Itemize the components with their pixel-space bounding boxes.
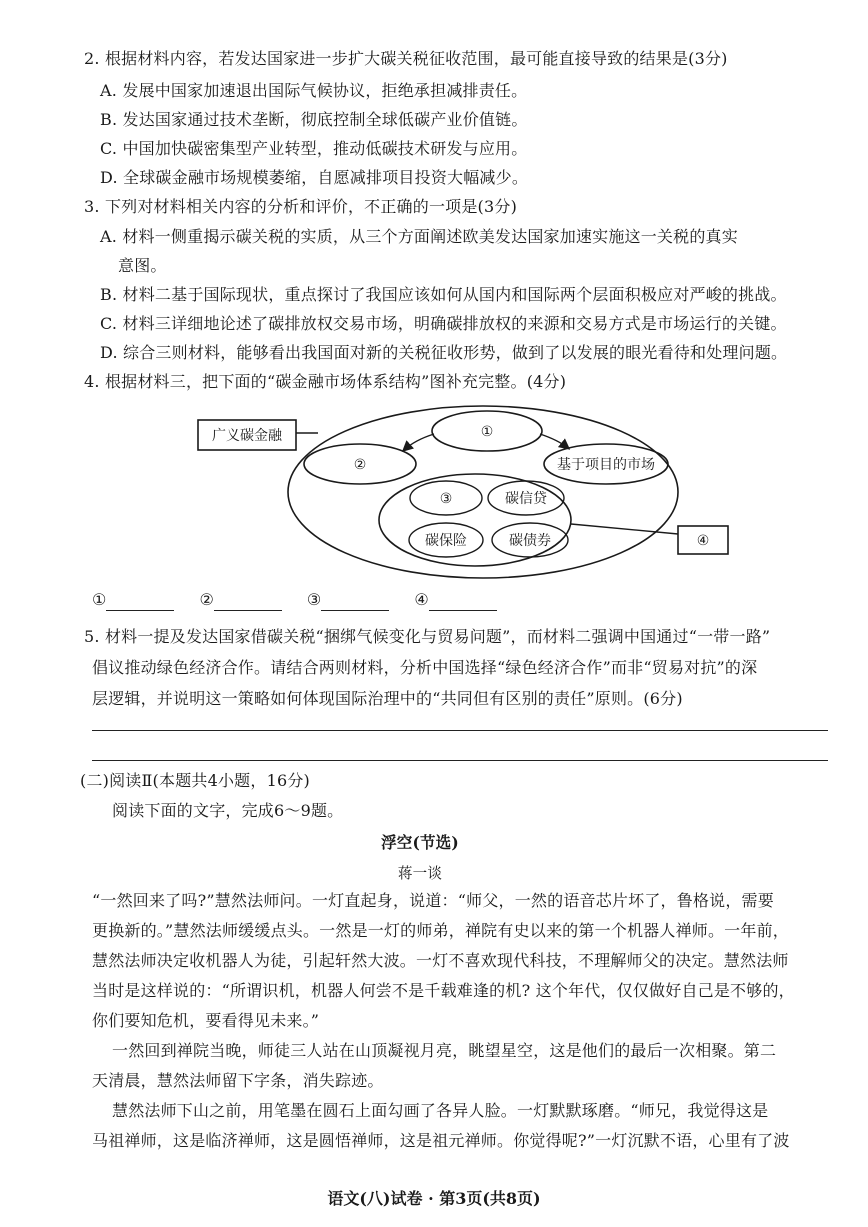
carbon-finance-diagram	[190, 400, 730, 580]
blank-3-line[interactable]	[321, 593, 389, 611]
q3-option-c: C. 材料三详细地论述了碳排放权交易市场，明确碳排放权的来源和交易方式是市场运行的关键。	[100, 314, 787, 333]
outer-label: 广义碳金融	[212, 428, 282, 444]
passage-p1-line-2: 更换新的。”慧然法师缓缓点头。一然是一灯的师弟，禅院有史以来的第一个机器人禅师。一年前，	[92, 921, 789, 940]
section2-heading: (二)阅读Ⅱ(本题共4小题，16分)	[80, 771, 310, 790]
inner-3-label: 碳保险	[425, 533, 467, 549]
passage-title: 浮空(节选)	[381, 833, 459, 852]
arrow-right	[540, 434, 568, 448]
q5-line-3: 层逻辑，并说明这一策略如何体现国际治理中的“共同但有区别的责任”原则。(6分)	[92, 689, 683, 708]
q5-line-2: 倡议推动绿色经济合作。请结合两则材料，分析中国选择“绿色经济合作”而非“贸易对抗”的深	[92, 658, 758, 677]
passage-author: 蒋一谈	[397, 864, 443, 882]
q2-option-c: C. 中国加快碳密集型产业转型，推动低碳技术研发与应用。	[100, 139, 528, 158]
right-label: 基于项目的市场	[557, 457, 655, 473]
blank-1-label: ①	[92, 590, 107, 609]
q3-option-a-cont: 意图。	[118, 256, 167, 275]
q4-answer-blanks	[92, 589, 517, 611]
top-label: ①	[480, 424, 494, 440]
blank-3-label: ③	[306, 590, 322, 609]
inner-4-label: 碳债券	[509, 533, 551, 549]
passage-p1-line-5: 你们要知危机，要看得见未来。”	[92, 1011, 320, 1030]
q2-stem: 2. 根据材料内容，若发达国家进一步扩大碳关税征收范围，最可能直接导致的结果是(3分)	[84, 49, 728, 68]
box4-label: ④	[696, 533, 710, 549]
answer-line-2[interactable]	[92, 760, 828, 761]
blank-4-label: ④	[414, 590, 429, 609]
q3-stem: 3. 下列对材料相关内容的分析和评价，不正确的一项是(3分)	[84, 197, 518, 216]
page-footer: 语文(八)试卷 · 第3页(共8页)	[327, 1189, 541, 1208]
passage-p2-line-1: 一然回到禅院当晚，师徒三人站在山顶凝视月亮，眺望星空，这是他们的最后一次相聚。第二	[112, 1041, 777, 1060]
blank-2-label: ②	[199, 590, 214, 609]
answer-line-1[interactable]	[92, 730, 828, 731]
q3-option-b: B. 材料二基于国际现状，重点探讨了我国应该如何从国内和国际两个层面积极应对严峻的挑战。	[100, 285, 787, 304]
q5-line-1: 5. 材料一提及发达国家借碳关税“捆绑气候变化与贸易问题”，而材料二强调中国通过“一带一路”	[84, 627, 771, 646]
section2-instruction: 阅读下面的文字，完成6～9题。	[112, 801, 344, 820]
passage-p3-line-2: 马祖禅师，这是临济禅师，这是圆悟禅师，这是祖元禅师。你觉得呢?”一灯沉默不语，心里有了波	[92, 1131, 790, 1150]
left-label: ②	[353, 457, 367, 473]
q2-option-d: D. 全球碳金融市场规模萎缩，自愿减排项目投资大幅减少。	[100, 168, 529, 187]
blank-2-line[interactable]	[214, 593, 282, 611]
blank-4-line[interactable]	[429, 593, 497, 611]
passage-p1-line-4: 当时是这样说的：“所谓识机，机器人何尝不是千载难逢的机? 这个年代，仅仅做好自己是不够的，	[92, 981, 795, 1000]
passage-p3-line-1: 慧然法师下山之前，用笔墨在圆石上面勾画了各异人脸。一灯默默琢磨。“师兄，我觉得这是	[112, 1101, 769, 1120]
inner-2-label: 碳信贷	[505, 491, 547, 507]
inner-1-label: ③	[439, 491, 453, 507]
q3-option-d: D. 综合三则材料，能够看出我国面对新的关税征收形势，做到了以发展的眼光看待和处理问题。	[100, 343, 788, 362]
passage-p2-line-2: 天清晨，慧然法师留下字条，消失踪迹。	[92, 1071, 384, 1090]
q3-option-a: A. 材料一侧重揭示碳关税的实质，从三个方面阐述欧美发达国家加速实施这一关税的真实	[100, 227, 738, 246]
blank-1-line[interactable]	[106, 593, 174, 611]
q2-option-b: B. 发达国家通过技术垄断，彻底控制全球低碳产业价值链。	[100, 110, 528, 129]
q4-stem: 4. 根据材料三，把下面的“碳金融市场体系结构”图补充完整。(4分)	[84, 372, 567, 391]
passage-p1-line-1: “一然回来了吗?”慧然法师问。一灯直起身，说道：“师父，一然的语音芯片坏了，鲁格说，需要	[92, 891, 774, 910]
arrow-left	[404, 434, 434, 450]
passage-p1-line-3: 慧然法师决定收机器人为徒，引起轩然大波。一灯不喜欢现代科技，不理解师父的决定。慧然法师	[92, 951, 789, 970]
q2-option-a: A. 发展中国家加速退出国际气候协议，拒绝承担减排责任。	[100, 81, 528, 100]
